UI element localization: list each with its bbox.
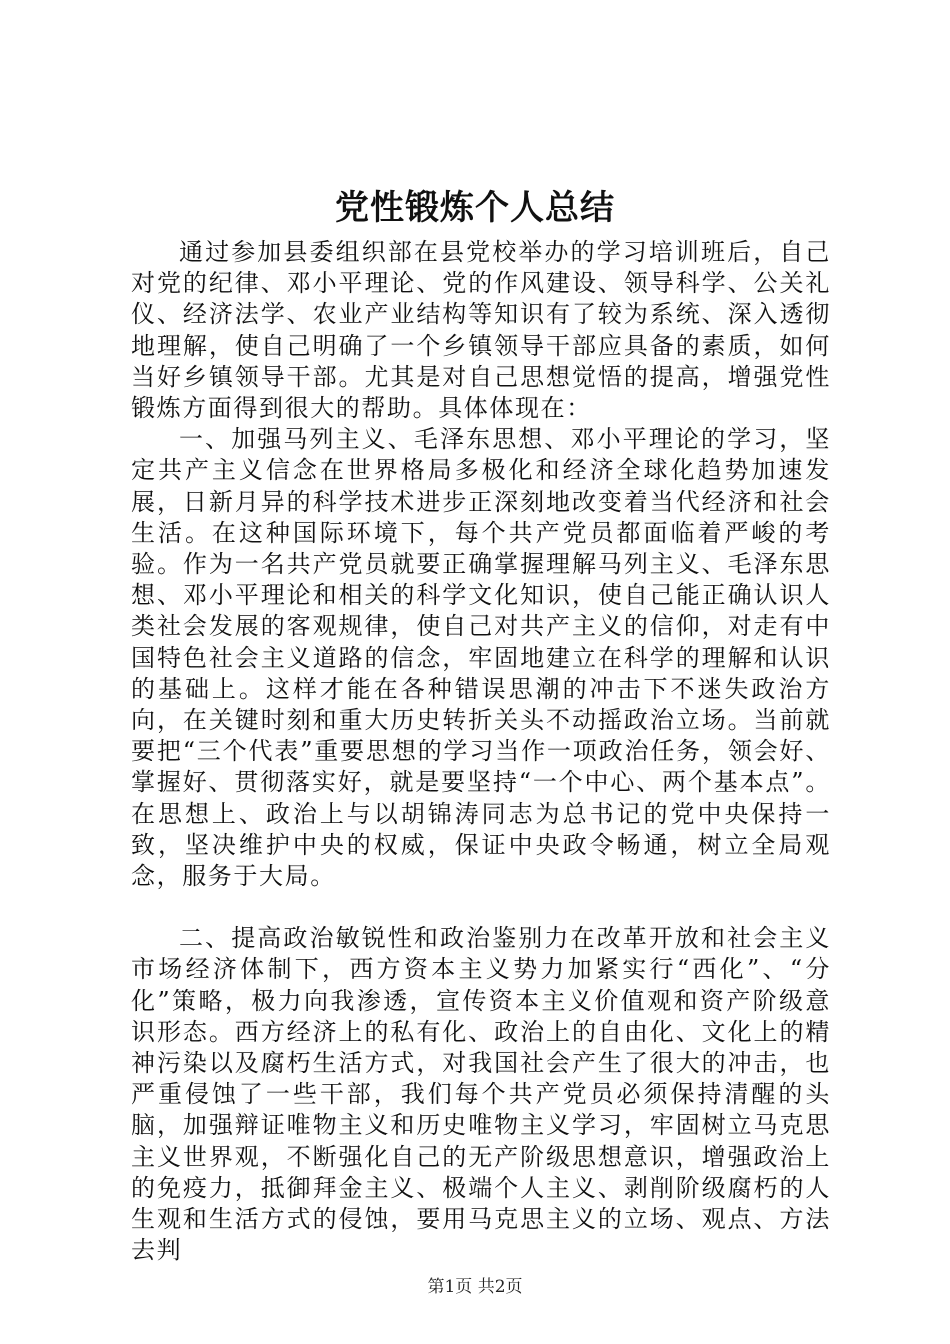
document-title: 党性锻炼个人总结 — [335, 188, 615, 228]
paragraph-intro: 通过参加县委组织部在县党校举办的学习培训班后，自己对党的纪律、邓小平理论、党的作风建设、领导科学、公关礼仪、经济法学、农业产业结构等知识有了较为系统、深入透彻地理解，使自己明确了一个乡镇领导干部应具备的素质，如何当好乡镇领导干部。尤其是对自己思想觉悟的提高，增强党性锻炼方面得到很大的帮助。具体体现在： — [131, 238, 831, 423]
page-footer: 第1页 共2页 — [427, 1277, 523, 1297]
paragraph-spacer — [131, 892, 831, 923]
paragraph-section-two: 二、提高政治敏锐性和政治鉴别力在改革开放和社会主义市场经济体制下，西方资本主义势力加紧实行“西化”、“分化”策略，极力向我渗透，宣传资本主义价值观和资产阶级意识形态。西方经济上的私有化、政治上的自由化、文化上的精神污染以及腐朽生活方式，对我国社会产生了很大的冲击，也严重侵蚀了一些干部，我们每个共产党员必须保持清醒的头脑，加强辩证唯物主义和历史唯物主义学习，牢固树立马克思主义世界观，不断强化自己的无产阶级思想意识，增强政治上的免疫力，抵御拜金主义、极端个人主义、剥削阶级腐朽的人生观和生活方式的侵蚀，要用马克思主义的立场、观点、方法去判 — [131, 924, 831, 1265]
document-body — [131, 237, 831, 1267]
paragraph-section-one: 一、加强马列主义、毛泽东思想、邓小平理论的学习，坚定共产主义信念在世界格局多极化和经济全球化趋势加速发展，日新月异的科学技术进步正深刻地改变着当代经济和社会生活。在这种国际环境下，每个共产党员都面临着严峻的考验。作为一名共产党员就要正确掌握理解马列主义、毛泽东思想、邓小平理论和相关的科学文化知识，使自己能正确认识人类社会发展的客观规律，使自己对共产主义的信仰，对走有中国特色社会主义道路的信念，牢固地建立在科学的理解和认识的基础上。这样才能在各种错误思潮的冲击下不迷失政治方向，在关键时刻和重大历史转折关头不动摇政治立场。当前就要把“三个代表”重要思想的学习当作一项政治任务，领会好、掌握好、贯彻落实好，就是要坚持“一个中心、两个基本点”。在思想上、政治上与以胡锦涛同志为总书记的党中央保持一致，坚决维护中央的权威，保证中央政令畅通，树立全局观念，服务于大局。 — [131, 425, 831, 891]
